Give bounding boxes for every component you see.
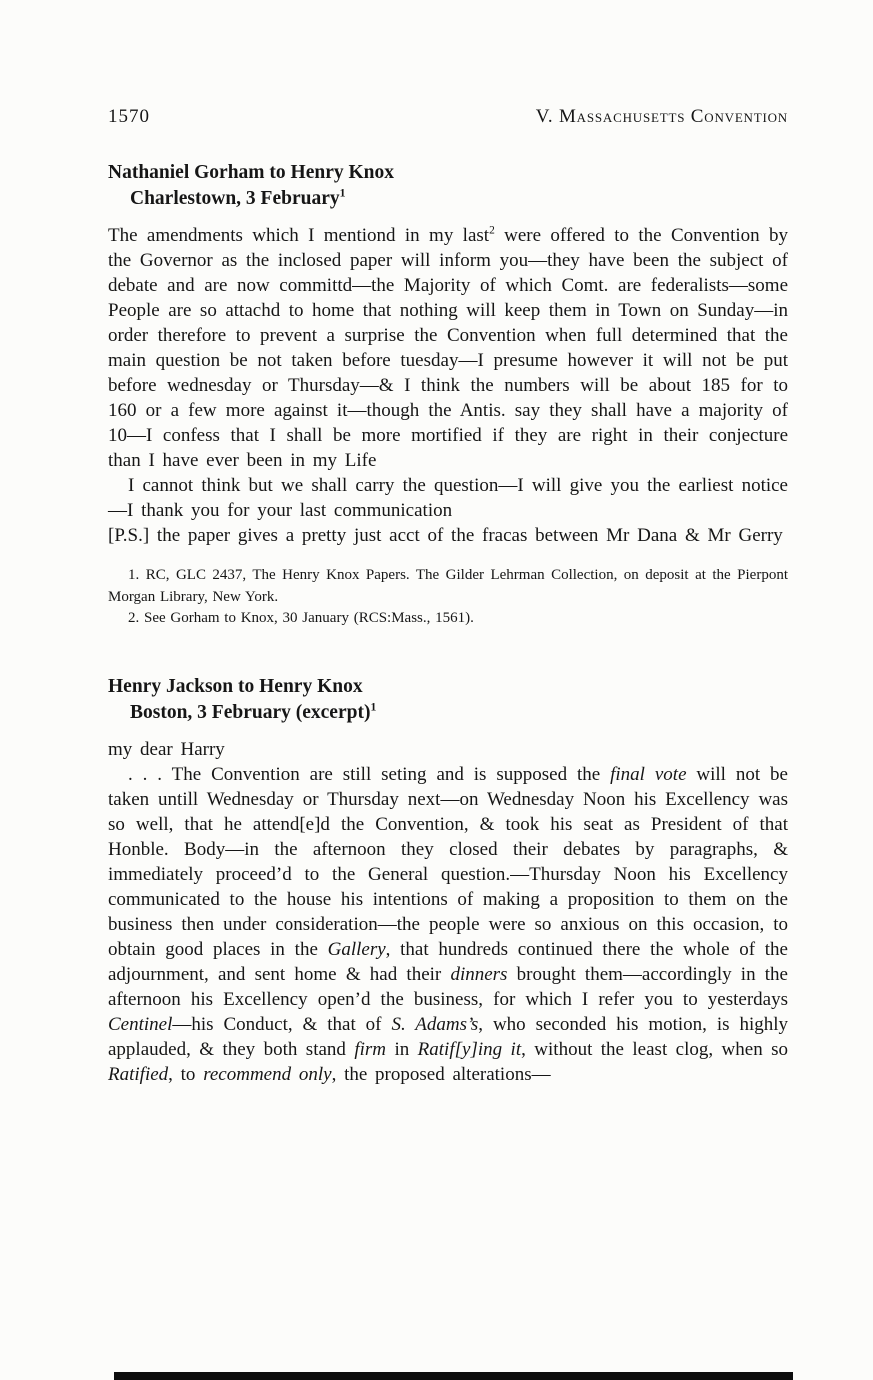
letter-place-date: Charlestown, 3 February$^1$ [130,186,346,209]
footnote-ref: 1 [370,700,377,713]
running-head-title: V. Massachusetts Convention [535,106,788,127]
letter-heading [108,160,788,212]
letter-paragraph: The amendments which I mentiond in my last$^2$ were offered to the Convention by the Governor as the inclosed paper will inform you—they have been the subject of debate and are now committd—the Majority of which Comt. are federalists—some People are so attachd to home that nothing will keep them in Town on Sunday—in order therefore to prevent a surprise the Convention when full determined that the main question be not taken before tuesday—I presume however it will not be put before wednesday or Thursday—& I think the numbers will be about 185 for to 160 or a few more against it—though the Antis. say they shall have a majority of 10—I confess that I shall be more mortified if they are right in their conjecture than I have ever been in my Life [108,224,788,471]
footnote-ref: 1 [339,186,346,200]
footnote: 1. RC, GLC 2437, The Henry Knox Papers. The Gilder Lehrman Collection, on deposit at the Pierpont Morgan Library, New York. [108,567,788,605]
letter-paragraph: . . . The Convention are still seting and is supposed the final vote will not be taken untill Wednesday or Thursday next—on Wednesday Noon his Excellency was so well, that he attend[e]d the Convention, & took his seat as President of that Honble. Body—in the afternoon they closed their debates by paragraphs, & immediately proceed’d to the General question.—Thursday Noon his Excellency communicated to the house his intentions of making a proposition to them on the business then under consideration—the people were so anxious on this occasion, to obtain good places in the Gallery, that hundreds continued there the whole of the adjournment, and sent home & had their dinners brought them—accordingly in the afternoon his Excellency open’d the business, for which I refer you to yesterdays Centinel—his Conduct, & that of S. Adams’s, who seconded his motion, is highly applauded, & they both stand firm in Ratif[y]ing it, without the least clog, when so Ratified, to recommend only, the proposed alterations— [108,763,789,1085]
letter-place-date: Boston, 3 February (excerpt)$^1$ [130,700,377,723]
footnote: 2. See Gorham to Knox, 30 January (RCS:Mass., 1561). [128,610,474,626]
letter-salutation: my dear Harry [108,738,225,760]
letter-jackson-to-knox [108,674,788,1087]
letter-title-line: Henry Jackson to Henry Knox [108,675,363,697]
letter-paragraph-postscript: [P.S.] the paper gives a pretty just acct of the fracas between Mr Dana & Mr Gerry [108,525,783,546]
letter-heading [108,674,788,726]
footnotes-block [108,565,788,630]
page-number: 1570 [108,106,150,127]
scan-edge-artifact [114,1372,793,1380]
letter-title-line: Nathaniel Gorham to Henry Knox [108,162,394,183]
letter-paragraph: I cannot think but we shall carry the question—I will give you the earliest notice—I thank you for your last communication [108,475,788,521]
running-header [108,106,788,128]
letter-gorham-to-knox [108,160,788,630]
